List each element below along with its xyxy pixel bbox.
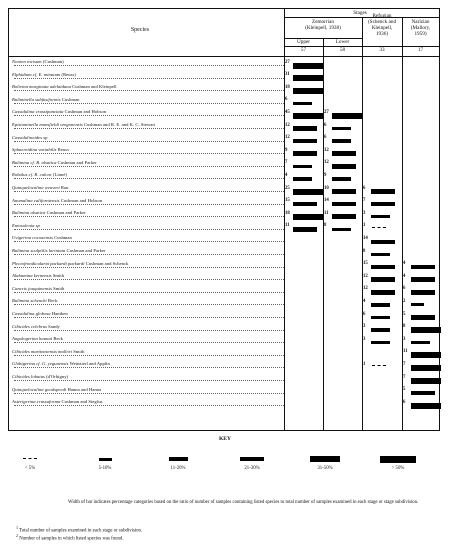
- percentage-bar: [411, 290, 435, 295]
- stage-refugian-name: Refugian (Schenck and Kleinpell, 1936): [367, 13, 397, 37]
- refugian-narizian-divider: [402, 17, 403, 430]
- percentage-bar: [332, 127, 351, 131]
- sample-count: 5: [403, 311, 406, 317]
- species-author: (Cushman): [42, 59, 64, 64]
- percentage-bar: [371, 290, 395, 295]
- sample-count: 12: [363, 273, 368, 279]
- sample-count: 2: [403, 298, 406, 304]
- percentage-bar: [371, 303, 390, 307]
- sample-count: 25: [285, 185, 290, 191]
- key-label: 21-30%: [244, 466, 260, 471]
- key-label: > 50%: [391, 466, 405, 471]
- bar-width-explanation: Width of bar indicates percentage categories based on the ratio of number of samples containing listed species to total number of samples examined in each stage or stage subdivision.: [68, 500, 419, 505]
- leader-dots: [14, 267, 284, 268]
- percentage-bar: [332, 189, 356, 194]
- sample-count: 14: [324, 198, 329, 204]
- sample-count: 9: [285, 147, 288, 153]
- table-bottom-border: [8, 430, 440, 431]
- species-binomial: Cibicides martinezensis mallori: [12, 348, 74, 354]
- species-author: Smith: [52, 273, 65, 279]
- sample-count: 31: [285, 72, 290, 78]
- percentage-bar: [293, 165, 312, 169]
- species-author: Reuss: [57, 147, 69, 153]
- footnote-1-text: Total number of samples examined in each stage or subdivision.: [19, 528, 143, 534]
- species-author: Cushman: [61, 96, 80, 102]
- species-binomial: Quinqueloculina goodspeedi: [12, 386, 68, 392]
- lower-sample-count: 58: [339, 47, 346, 53]
- leader-dots: [14, 304, 284, 305]
- sample-count: 14: [363, 235, 368, 241]
- footnote-2-text: Number of samples in which listed species was found.: [19, 536, 124, 542]
- key-swatch-bar: [169, 457, 188, 461]
- sample-count: 4: [363, 298, 366, 304]
- sample-count: 12: [324, 147, 329, 153]
- leader-dots: [14, 115, 284, 116]
- percentage-bar: [332, 214, 356, 219]
- bar-under-5-percent: [372, 365, 386, 366]
- percentage-bar: [371, 202, 395, 207]
- zemorrian-lower-label: Lower: [335, 39, 350, 45]
- leader-dots: [14, 393, 284, 394]
- sample-count: 1: [363, 361, 366, 367]
- sample-count: 7: [285, 160, 288, 166]
- percentage-bar: [293, 202, 317, 207]
- sample-count: 11: [324, 210, 329, 216]
- species-name: [12, 274, 64, 279]
- sample-count: 8: [403, 324, 406, 330]
- key-label: < 5%: [24, 466, 36, 471]
- sample-count: 6: [403, 286, 406, 292]
- bar-under-5-percent: [372, 227, 386, 228]
- species-name: [12, 173, 67, 178]
- species-author: Cushman and Parker: [57, 159, 97, 165]
- species-author: Beck: [47, 298, 58, 304]
- species-author: Smith: [73, 348, 85, 354]
- zemorrian-upper-label: Upper: [297, 39, 310, 45]
- species-binomial: Cancris joaquinensis: [12, 285, 54, 291]
- percentage-bar: [371, 215, 390, 219]
- percentage-bar: [293, 189, 323, 195]
- narizian-sample-count: 17: [417, 47, 424, 53]
- species-column-header: Species: [130, 27, 150, 33]
- species-name: [12, 249, 106, 254]
- species-binomial: Buliminella subfusiformis: [12, 96, 62, 102]
- species-binomial: Bulimina schencki: [12, 298, 48, 304]
- species-name: [12, 211, 86, 216]
- species-binomial: Epistominella mansfieldi oregonensis: [12, 122, 84, 127]
- sample-count: 4: [403, 273, 406, 279]
- sample-count: 3: [363, 210, 366, 216]
- leader-dots: [14, 90, 284, 91]
- sample-count: 12: [285, 135, 290, 141]
- species-binomial: Bulimina alsatica: [12, 210, 47, 216]
- species-name: [12, 224, 40, 229]
- sample-count: 8: [324, 223, 327, 229]
- species-binomial: Cassidulinoides sp: [12, 134, 48, 140]
- species-author: Cushman and Hobson: [64, 109, 107, 115]
- leader-dots: [14, 254, 284, 255]
- percentage-bar: [371, 277, 395, 282]
- sample-count: 4: [285, 172, 288, 178]
- upper-lower-divider: [323, 38, 324, 430]
- species-name: [12, 325, 60, 330]
- species-author: Hanna and Hanna: [67, 386, 102, 392]
- footnote-marker-1: 1: [16, 525, 18, 530]
- sample-count: 27: [324, 109, 329, 115]
- sample-count: 18: [285, 210, 290, 216]
- sample-count: 7: [363, 198, 366, 204]
- leader-dots: [14, 128, 284, 129]
- sample-count: 7: [403, 361, 406, 367]
- leader-dots: [14, 204, 284, 205]
- species-name: [12, 312, 68, 317]
- percentage-bar: [293, 102, 312, 106]
- sample-count: 9: [324, 172, 327, 178]
- sample-count: 12: [363, 286, 368, 292]
- sample-count: 6: [324, 122, 327, 128]
- species-binomial: Asterigerina crassaforma: [12, 399, 62, 405]
- stage-zemorrian-name: Zemorrian (Kleinpell, 1938): [305, 19, 341, 31]
- species-author: Sandy: [48, 323, 60, 329]
- sample-count: 15: [363, 261, 368, 267]
- sample-count: 11: [403, 349, 408, 355]
- leader-dots: [14, 141, 284, 142]
- percentage-bar: [371, 265, 395, 270]
- percentage-bar: [293, 177, 312, 181]
- species-name: [12, 299, 58, 304]
- species-binomial: Nonion incisum: [12, 59, 43, 64]
- species-binomial: Globigerina cf. G. yeguaensis: [12, 361, 70, 367]
- species-binomial: Sphaeroidina variabilis: [12, 147, 58, 153]
- key-title: KEY: [219, 436, 231, 442]
- species-author: (Linné): [52, 172, 68, 178]
- sample-count: 7: [403, 374, 406, 380]
- percentage-bar: [411, 341, 430, 345]
- sample-count: 18: [285, 84, 290, 90]
- species-binomial: Bulimina cf. B. alsatica: [12, 159, 58, 165]
- species-author: (Reuss): [61, 71, 76, 77]
- sample-count: 6: [403, 399, 406, 405]
- leader-dots: [14, 342, 284, 343]
- leader-dots: [14, 166, 284, 167]
- key-swatch-dashed: [23, 458, 37, 459]
- stages-header: Stages: [353, 10, 367, 16]
- leader-dots: [14, 279, 284, 280]
- percentage-bar: [411, 265, 435, 270]
- species-binomial: Cibicides celebrus: [12, 323, 49, 329]
- percentage-bar: [411, 391, 435, 396]
- species-name: [12, 186, 68, 191]
- percentage-bar: [371, 341, 390, 345]
- species-author: Cushman and Parker: [46, 210, 86, 216]
- key-swatch-bar: [240, 457, 264, 462]
- species-binomial: Quinqueloculina weaveri: [12, 185, 61, 190]
- species-name: [12, 350, 84, 355]
- percentage-bar: [411, 365, 441, 371]
- species-name: [12, 85, 117, 90]
- sample-count: 3: [363, 324, 366, 330]
- leader-dots: [14, 216, 284, 217]
- percentage-bar: [293, 75, 323, 81]
- species-binomial: Elphidium cf. E. minutum: [12, 71, 62, 77]
- percentage-bar: [293, 88, 323, 94]
- percentage-bar: [371, 316, 390, 320]
- percentage-bar: [332, 202, 356, 207]
- percentage-bar: [332, 113, 362, 119]
- species-name: [12, 400, 103, 405]
- sample-count: 6: [324, 135, 327, 141]
- percentage-bar: [411, 277, 435, 282]
- sample-count: 3: [403, 336, 406, 342]
- percentage-bar: [293, 63, 323, 69]
- sample-count: 15: [285, 198, 290, 204]
- sample-count: 45: [285, 109, 290, 115]
- leader-dots: [14, 367, 284, 368]
- percentage-bar: [293, 214, 323, 220]
- sample-count: 6: [363, 311, 366, 317]
- species-author: (d'Orbigny): [46, 374, 69, 379]
- species-author: Cushman and Schenck: [85, 260, 129, 266]
- percentage-bar: [332, 177, 351, 181]
- leader-dots: [14, 65, 284, 66]
- species-binomial: Bulimina sculptilis lariniata: [12, 248, 67, 253]
- species-binomial: Cassidulina globosa: [12, 311, 52, 316]
- species-name: [12, 110, 106, 115]
- sample-count: 6: [363, 185, 366, 191]
- species-author: Cushman and R. E. and K. C. Stewart: [84, 122, 156, 127]
- sample-count: 12: [285, 122, 290, 128]
- species-author: Weinzierl and Applin: [69, 361, 110, 367]
- percentage-bar: [411, 327, 441, 333]
- percentage-bar: [371, 240, 395, 245]
- leader-dots: [14, 229, 284, 230]
- species-author: Cushman and Siegfus: [61, 399, 103, 405]
- species-name: [12, 362, 110, 367]
- leader-dots: [14, 78, 284, 79]
- percentage-bar: [411, 352, 441, 358]
- leader-dots: [14, 330, 284, 331]
- leader-dots: [14, 317, 284, 318]
- leader-dots: [14, 380, 284, 381]
- key-label: 31-50%: [317, 466, 333, 471]
- sample-count: 12: [324, 160, 329, 166]
- leader-dots: [14, 405, 284, 406]
- footnote-marker-2: 2: [16, 533, 18, 538]
- species-binomial: Angulogerina hannai: [12, 336, 54, 342]
- leader-dots: [14, 103, 284, 104]
- percentage-bar: [332, 164, 356, 169]
- species-binomial: Robulus cf. R. calcar: [12, 172, 53, 178]
- sample-count: 10: [324, 185, 329, 191]
- species-name: [12, 98, 80, 103]
- header-bottom-rule: [8, 56, 440, 57]
- sample-count: 3: [363, 336, 366, 342]
- sample-count: 8: [363, 248, 366, 254]
- percentage-bar: [411, 378, 441, 384]
- percentage-bar: [332, 228, 351, 232]
- key-swatch-bar: [99, 458, 112, 461]
- leader-dots: [14, 241, 284, 242]
- percentage-bar: [332, 139, 351, 143]
- percentage-bar: [411, 303, 424, 306]
- stage-narizian-name: Narizian (Mallory, 1959): [410, 19, 431, 37]
- leader-dots: [14, 153, 284, 154]
- key-label: 5-10%: [98, 466, 112, 471]
- percentage-bar: [293, 227, 317, 232]
- species-author: Rau: [60, 185, 69, 190]
- table-top-border: [8, 8, 440, 9]
- refugian-sample-count: 33: [379, 47, 385, 53]
- species-name: [12, 262, 129, 267]
- percentage-bar: [332, 151, 356, 156]
- species-author: Cushman and Kleinpell: [72, 84, 117, 90]
- species-name: [12, 136, 48, 141]
- species-name: [12, 375, 68, 380]
- species-binomial: Bolivina marginata adelaidana: [12, 84, 73, 90]
- species-author: Hantken: [51, 311, 68, 316]
- percentage-bar: [293, 139, 317, 144]
- footnote-species-samples: [16, 534, 124, 542]
- key-label: 11-20%: [170, 466, 186, 471]
- sample-count: 5: [403, 387, 406, 393]
- species-binomial: Anomalina californiensis: [12, 197, 61, 203]
- leader-dots: [14, 178, 284, 179]
- percentage-bar: [411, 315, 435, 320]
- leader-dots: [14, 292, 284, 293]
- species-name: [12, 148, 69, 153]
- percentage-bar: [411, 403, 441, 409]
- percentage-bar: [293, 126, 317, 131]
- percentage-bar: [371, 328, 390, 332]
- species-name: [12, 73, 76, 78]
- species-author: Cushman and Hobson: [60, 197, 103, 203]
- percentage-bar: [293, 113, 323, 119]
- sample-count: 11: [285, 223, 290, 229]
- species-author: Smith: [53, 285, 65, 291]
- table-left-border: [8, 8, 9, 430]
- species-author: Beck: [53, 336, 63, 342]
- key-swatch-bar: [310, 456, 340, 462]
- sample-count: 1: [363, 223, 366, 229]
- species-author: Cushman and Parker: [66, 248, 106, 253]
- species-name: [12, 388, 101, 393]
- sample-count: 27: [285, 59, 290, 65]
- species-binomial: Entosolenia sp: [12, 222, 40, 228]
- percentage-bar: [371, 253, 390, 257]
- sample-count: 6: [285, 97, 288, 103]
- percentage-bar: [293, 151, 317, 156]
- sample-count: 4: [403, 261, 406, 267]
- species-binomial: Cibicides lobatus: [12, 374, 47, 379]
- species-name: [12, 60, 64, 65]
- species-binomial: Plectofrondicularia packardi packardi: [12, 260, 86, 266]
- percentage-bar: [371, 189, 395, 194]
- species-name: [12, 161, 97, 166]
- species-name: [12, 337, 63, 342]
- species-name: [12, 287, 64, 292]
- leader-dots: [14, 355, 284, 356]
- species-name: [12, 199, 102, 204]
- species-name: [12, 236, 72, 241]
- key-swatch-bar: [380, 456, 416, 463]
- species-binomial: Uvigerina cocoaensis: [12, 235, 55, 241]
- species-binomial: Alabamina kernensis: [12, 273, 53, 279]
- species-binomial: Cassidulina crassipunctata: [12, 109, 65, 115]
- species-name: [12, 123, 155, 128]
- upper-sample-count: 57: [300, 47, 307, 53]
- species-author: Cushman: [54, 235, 72, 241]
- leader-dots: [14, 191, 284, 192]
